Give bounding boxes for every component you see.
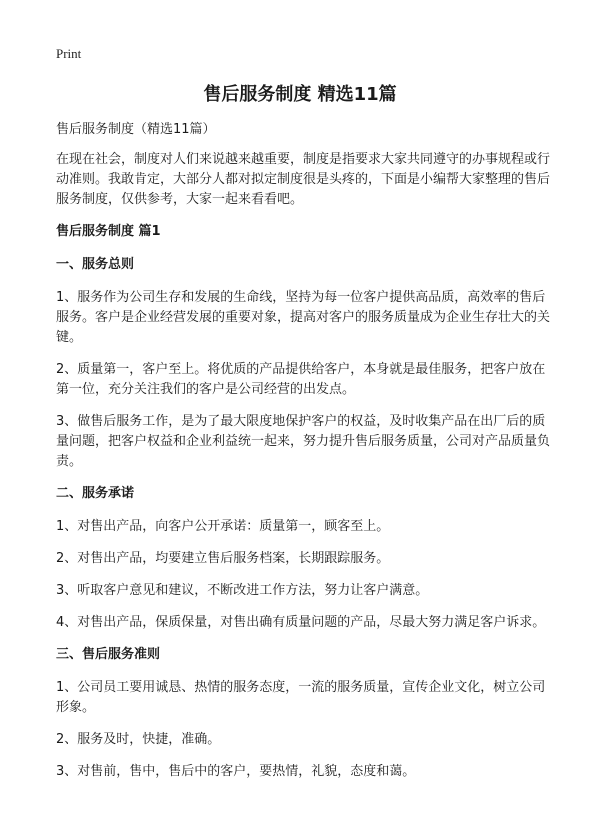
- page-title: 售后服务制度 精选11篇: [203, 84, 397, 105]
- list-item: 1、公司员工要用诚恳、热情的服务态度，一流的服务质量，宣传企业文化，树立公司形象。: [56, 680, 546, 715]
- article-heading: 售后服务制度 篇1: [56, 224, 161, 239]
- list-item: 4、对售出产品，保质保量，对售出确有质量问题的产品，尽最大努力满足客户诉求。: [56, 615, 546, 630]
- document-subtitle: 售后服务制度（精选11篇）: [56, 122, 216, 137]
- section-title: 一、服务总则: [56, 257, 135, 272]
- print-link[interactable]: Print: [56, 46, 82, 61]
- list-item: 1、服务作为公司生存和发展的生命线，坚持为每一位客户提供高品质，高效率的售后服务。客户是企业经营发展的重要对象，提高对客户的服务质量成为企业生存壮大的关键。: [56, 290, 551, 345]
- list-item: 3、对售前，售中，售后中的客户，要热情，礼貌，态度和蔼。: [56, 764, 416, 779]
- list-item: 2、服务及时，快捷，准确。: [56, 732, 221, 747]
- list-item: 3、做售后服务工作，是为了最大限度地保护客户的权益，及时收集产品在出厂后的质量问题，把客户权益和企业利益统一起来，努力提升售后服务质量，公司对产品质量负责。: [56, 414, 551, 469]
- list-item: 3、听取客户意见和建议，不断改进工作方法，努力让客户满意。: [56, 583, 429, 598]
- document-body: [56, 120, 552, 794]
- section-title: 二、服务承诺: [56, 486, 135, 501]
- list-item: 2、对售出产品，均要建立售后服务档案，长期跟踪服务。: [56, 551, 390, 566]
- section-title: 三、售后服务准则: [56, 647, 161, 662]
- list-item: 2、质量第一，客户至上。将优质的产品提供给客户，本身就是最佳服务，把客户放在第一位，充分关注我们的客户是公司经营的出发点。: [56, 362, 546, 397]
- intro-paragraph: 在现在社会，制度对人们来说越来越重要，制度是指要求大家共同遵守的办事规程或行动准则。我敢肯定，大部分人都对拟定制度很是头疼的，下面是小编帮大家整理的售后服务制度，仅供参考，大家一起来看看吧。: [56, 152, 551, 207]
- list-item: 1、对售出产品，向客户公开承诺：质量第一，顾客至上。: [56, 519, 390, 534]
